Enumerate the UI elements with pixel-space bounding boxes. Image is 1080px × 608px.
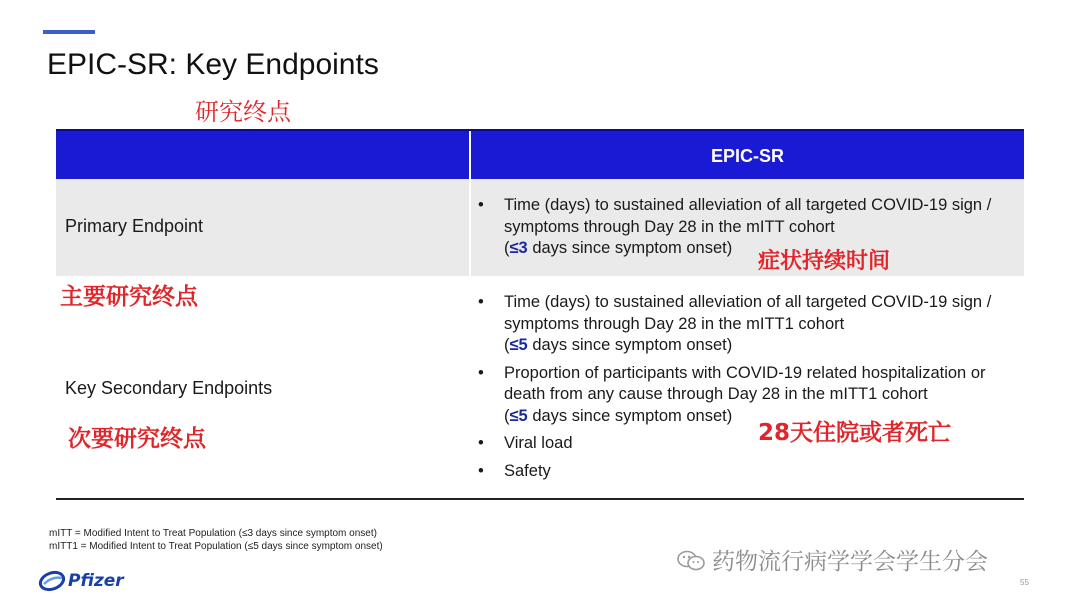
footnotes [49, 527, 383, 553]
cn-primary-endpoint-label: 主要研究终点 [60, 284, 198, 310]
bullet-note: (≤5 days since symptom onset) [504, 406, 733, 425]
title-accent-bar [43, 30, 95, 34]
primary-endpoint-bullets [478, 195, 1018, 260]
pfizer-logo [38, 566, 124, 596]
cn-title-annotation: 研究终点 [195, 98, 291, 126]
onset-threshold: ≤3 [509, 239, 528, 257]
wechat-icon [676, 549, 706, 573]
cn-annotation-hospitalization-death: 28天住院或者死亡 [758, 420, 952, 446]
footnote-mitt1: mITT1 = Modified Intent to Treat Population (≤5 days since symptom onset) [49, 541, 383, 552]
list-item [478, 461, 1018, 483]
secondary-endpoint-bullets [478, 292, 1018, 488]
bullet-note: (≤3 days since symptom onset) [504, 239, 733, 257]
table-header [56, 129, 1024, 181]
bullet-text: Proportion of participants with COVID-19 related hospitalization or death from any cause through Day 28 in the mITT1 cohort [504, 363, 986, 403]
key-secondary-endpoints-label: Key Secondary Endpoints [65, 378, 273, 398]
pfizer-logo-icon [38, 566, 68, 596]
table-bottom-rule [56, 498, 1024, 500]
onset-threshold: ≤5 [509, 336, 528, 354]
list-item [478, 195, 1018, 260]
page-number: 55 [1020, 578, 1029, 587]
bullet-text: Viral load [504, 434, 573, 452]
primary-endpoint-label: Primary Endpoint [65, 216, 204, 236]
onset-threshold: ≤5 [509, 406, 528, 425]
row-divider [469, 179, 471, 276]
cn-annotation-symptom-duration: 症状持续时间 [758, 249, 891, 274]
bullet-note: (≤5 days since symptom onset) [504, 336, 733, 354]
slide-title: EPIC-SR: Key Endpoints [47, 48, 379, 81]
bullet-text: Time (days) to sustained alleviation of all targeted COVID-19 sign / symptoms through Day 28 in the mITT cohort [504, 196, 992, 236]
cn-secondary-endpoint-label: 次要研究终点 [68, 426, 206, 452]
bullet-text: Time (days) to sustained alleviation of all targeted COVID-19 sign / symptoms through Day 28 in the mITT1 cohort [504, 293, 992, 333]
column-header-epic-sr: EPIC-SR [710, 146, 784, 166]
list-item [478, 292, 1018, 357]
watermark-text: 药物流行病学学会学生分会 [712, 549, 988, 575]
footnote-mitt: mITT = Modified Intent to Treat Population (≤3 days since symptom onset) [49, 528, 377, 539]
pfizer-logo-text: Pfizer [68, 571, 124, 591]
bullet-text: Safety [504, 461, 551, 480]
wechat-watermark [676, 543, 988, 576]
